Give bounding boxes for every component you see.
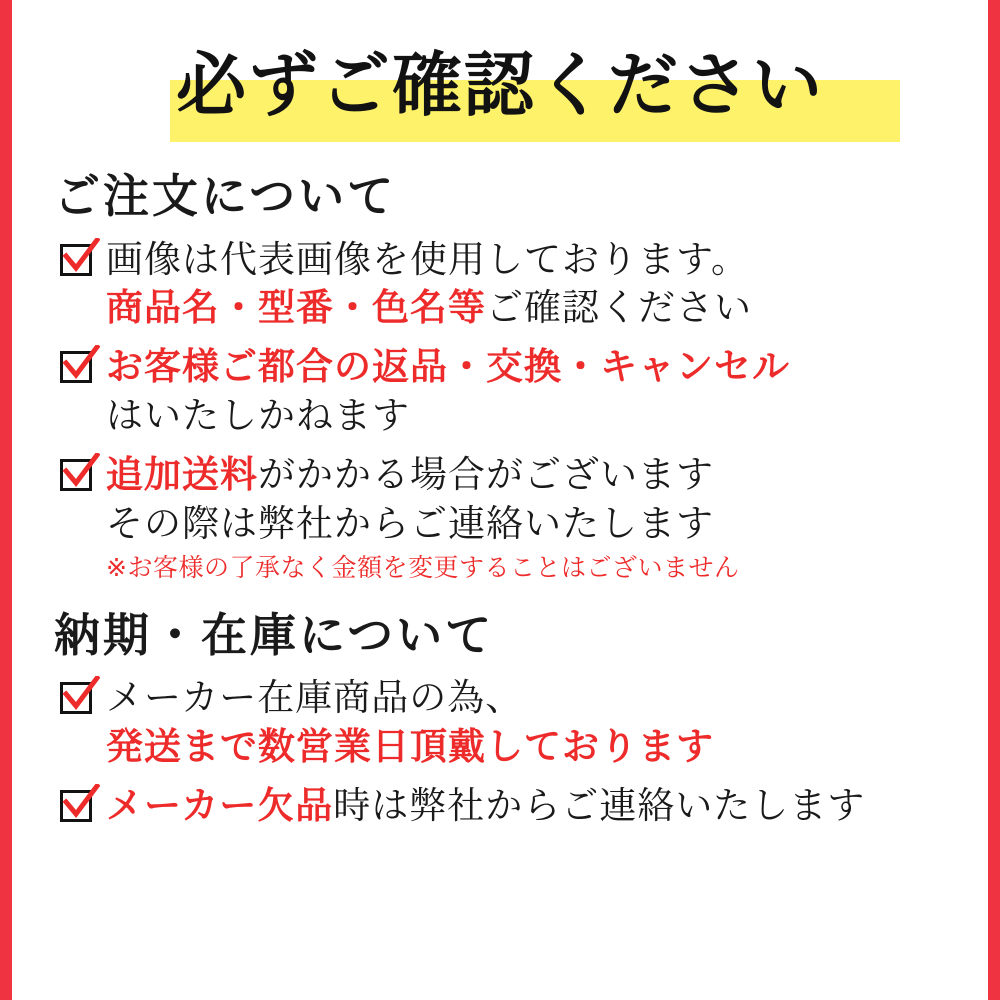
checkbox-checked-icon — [58, 678, 100, 720]
notice-item — [58, 343, 960, 441]
page-title-block — [40, 30, 960, 150]
notice-item-text — [106, 674, 960, 772]
notice-line-black: がかかる場合がございます — [258, 453, 714, 495]
page-title: 必ずご確認ください — [176, 46, 824, 124]
notice-subnote: ※お客様の了承なく金額を変更することはございません — [106, 554, 740, 583]
notice-line: はいたしかねます — [106, 394, 410, 436]
notice-line — [106, 284, 960, 333]
notice-item — [58, 674, 960, 772]
notice-line — [106, 782, 960, 831]
notice-line-black: ご確認ください — [486, 287, 752, 329]
notice-line: お客様ご都合の返品・交換・キャンセル — [106, 346, 790, 388]
notice-item — [58, 236, 960, 334]
notice-item-text — [106, 236, 960, 334]
section-heading-delivery-stock: 納期・在庫について — [54, 608, 495, 661]
notice-line-red: 追加送料 — [106, 453, 258, 495]
checkbox-checked-icon — [58, 347, 100, 389]
notice-line: その際は弊社からご連絡いたします — [106, 502, 714, 544]
left-edge-bar — [0, 0, 12, 1000]
notice-line: 発送まで数営業日頂戴しております — [106, 726, 714, 768]
notice-item-text — [106, 343, 960, 441]
checkbox-checked-icon — [58, 455, 100, 497]
notice-line-red: 商品名・型番・色名等 — [106, 287, 486, 329]
notice-line: メーカー在庫商品の為、 — [106, 677, 524, 719]
notice-line: 画像は代表画像を使用しております。 — [106, 238, 750, 280]
notice-item-text — [106, 451, 960, 585]
notice-line-red: メーカー欠品 — [106, 785, 334, 827]
notice-item-text — [106, 782, 960, 831]
notice-content — [12, 0, 988, 1000]
checkbox-checked-icon — [58, 786, 100, 828]
notice-item — [58, 451, 960, 585]
right-edge-bar — [988, 0, 1000, 1000]
checkbox-checked-icon — [58, 240, 100, 282]
section-heading-orders: ご注文について — [54, 170, 397, 222]
notice-line-black: 時は弊社からご連絡いたします — [333, 785, 866, 827]
notice-line — [106, 451, 960, 500]
notice-item — [58, 782, 960, 831]
